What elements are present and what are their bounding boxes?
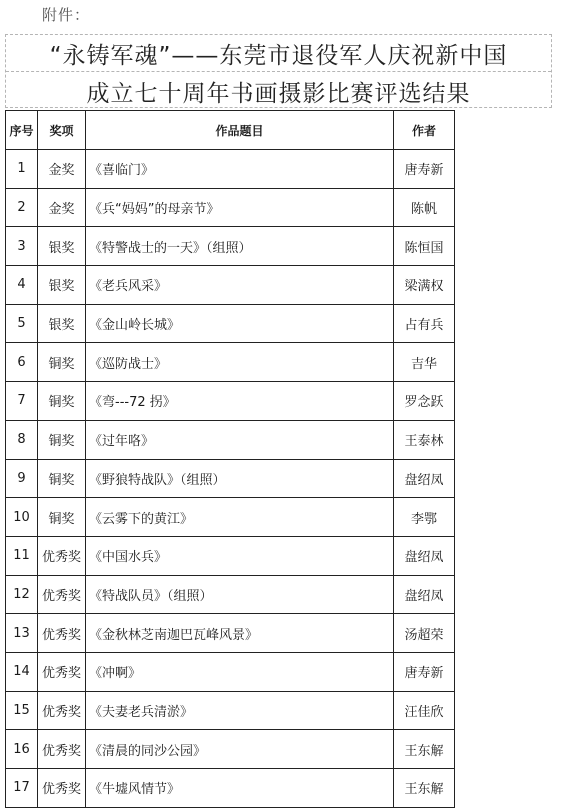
row-award: 优秀奖 bbox=[38, 614, 86, 653]
row-work-title: 《特战队员》（组照） bbox=[86, 575, 394, 614]
row-author: 汤超荣 bbox=[394, 614, 455, 653]
row-author: 唐寿新 bbox=[394, 652, 455, 691]
row-index: 4 bbox=[6, 266, 38, 305]
row-index: 10 bbox=[6, 498, 38, 537]
table-row bbox=[6, 266, 455, 305]
row-author: 盘绍凤 bbox=[394, 575, 455, 614]
row-index: 15 bbox=[6, 691, 38, 730]
table-row bbox=[6, 498, 455, 537]
table-row bbox=[6, 150, 455, 189]
table-row bbox=[6, 691, 455, 730]
row-index: 14 bbox=[6, 652, 38, 691]
row-work-title: 《喜临门》 bbox=[86, 150, 394, 189]
row-index: 16 bbox=[6, 730, 38, 769]
row-award: 金奖 bbox=[38, 188, 86, 227]
row-work-title: 《云雾下的黄江》 bbox=[86, 498, 394, 537]
row-index: 8 bbox=[6, 420, 38, 459]
row-index: 2 bbox=[6, 188, 38, 227]
header-award: 奖项 bbox=[38, 111, 86, 150]
row-award: 铜奖 bbox=[38, 420, 86, 459]
row-index: 11 bbox=[6, 536, 38, 575]
row-award: 优秀奖 bbox=[38, 730, 86, 769]
row-author: 王东解 bbox=[394, 730, 455, 769]
row-index: 9 bbox=[6, 459, 38, 498]
row-award: 金奖 bbox=[38, 150, 86, 189]
row-award: 铜奖 bbox=[38, 498, 86, 537]
row-author: 罗念跃 bbox=[394, 382, 455, 421]
row-index: 17 bbox=[6, 769, 38, 808]
table-row bbox=[6, 575, 455, 614]
row-award: 银奖 bbox=[38, 227, 86, 266]
table-row bbox=[6, 188, 455, 227]
table-row bbox=[6, 420, 455, 459]
row-work-title: 《中国水兵》 bbox=[86, 536, 394, 575]
row-author: 吉华 bbox=[394, 343, 455, 382]
row-author: 陈恒国 bbox=[394, 227, 455, 266]
row-index: 7 bbox=[6, 382, 38, 421]
row-author: 陈帆 bbox=[394, 188, 455, 227]
row-work-title: 《巡防战士》 bbox=[86, 343, 394, 382]
row-index: 12 bbox=[6, 575, 38, 614]
row-award: 银奖 bbox=[38, 304, 86, 343]
row-work-title: 《牛墟风情节》 bbox=[86, 769, 394, 808]
row-author: 王东解 bbox=[394, 769, 455, 808]
title-line-1: “永铸军魂”——东莞市退役军人庆祝新中国 bbox=[49, 43, 508, 69]
header-author: 作者 bbox=[394, 111, 455, 150]
row-work-title: 《老兵风采》 bbox=[86, 266, 394, 305]
row-award: 铜奖 bbox=[38, 382, 86, 421]
row-work-title: 《清晨的同沙公园》 bbox=[86, 730, 394, 769]
table-row bbox=[6, 614, 455, 653]
row-award: 优秀奖 bbox=[38, 652, 86, 691]
table-row bbox=[6, 652, 455, 691]
row-author: 梁满权 bbox=[394, 266, 455, 305]
row-award: 优秀奖 bbox=[38, 769, 86, 808]
row-author: 李鄂 bbox=[394, 498, 455, 537]
row-work-title: 《特警战士的一天》（组照） bbox=[86, 227, 394, 266]
row-award: 优秀奖 bbox=[38, 575, 86, 614]
row-author: 汪佳欣 bbox=[394, 691, 455, 730]
header-index: 序号 bbox=[6, 111, 38, 150]
row-work-title: 《兵“妈妈”的母亲节》 bbox=[86, 188, 394, 227]
row-award: 铜奖 bbox=[38, 459, 86, 498]
row-work-title: 《金秋林芝南迦巴瓦峰风景》 bbox=[86, 614, 394, 653]
table-row bbox=[6, 769, 455, 808]
row-index: 5 bbox=[6, 304, 38, 343]
table-row bbox=[6, 382, 455, 421]
row-work-title: 《夫妻老兵清淤》 bbox=[86, 691, 394, 730]
table-row bbox=[6, 304, 455, 343]
results-table bbox=[5, 110, 455, 808]
table-row bbox=[6, 730, 455, 769]
row-index: 6 bbox=[6, 343, 38, 382]
title-divider bbox=[6, 71, 551, 72]
row-work-title: 《野狼特战队》（组照） bbox=[86, 459, 394, 498]
row-award: 铜奖 bbox=[38, 343, 86, 382]
row-author: 盘绍凤 bbox=[394, 459, 455, 498]
title-line-2: 成立七十周年书画摄影比赛评选结果 bbox=[86, 81, 471, 107]
row-work-title: 《弯---72 拐》 bbox=[86, 382, 394, 421]
header-work-title: 作品题目 bbox=[86, 111, 394, 150]
table-row bbox=[6, 536, 455, 575]
table-row bbox=[6, 227, 455, 266]
attachment-label: 附件： bbox=[42, 6, 91, 24]
row-award: 银奖 bbox=[38, 266, 86, 305]
row-author: 占有兵 bbox=[394, 304, 455, 343]
table-body bbox=[6, 150, 455, 808]
document-title bbox=[5, 34, 552, 108]
row-work-title: 《金山岭长城》 bbox=[86, 304, 394, 343]
row-award: 优秀奖 bbox=[38, 691, 86, 730]
table-row bbox=[6, 343, 455, 382]
row-author: 王泰林 bbox=[394, 420, 455, 459]
row-work-title: 《冲啊》 bbox=[86, 652, 394, 691]
row-work-title: 《过年咯》 bbox=[86, 420, 394, 459]
table-row bbox=[6, 459, 455, 498]
row-author: 唐寿新 bbox=[394, 150, 455, 189]
table-header-row bbox=[6, 111, 455, 150]
row-index: 13 bbox=[6, 614, 38, 653]
row-index: 3 bbox=[6, 227, 38, 266]
row-author: 盘绍凤 bbox=[394, 536, 455, 575]
row-index: 1 bbox=[6, 150, 38, 189]
row-award: 优秀奖 bbox=[38, 536, 86, 575]
